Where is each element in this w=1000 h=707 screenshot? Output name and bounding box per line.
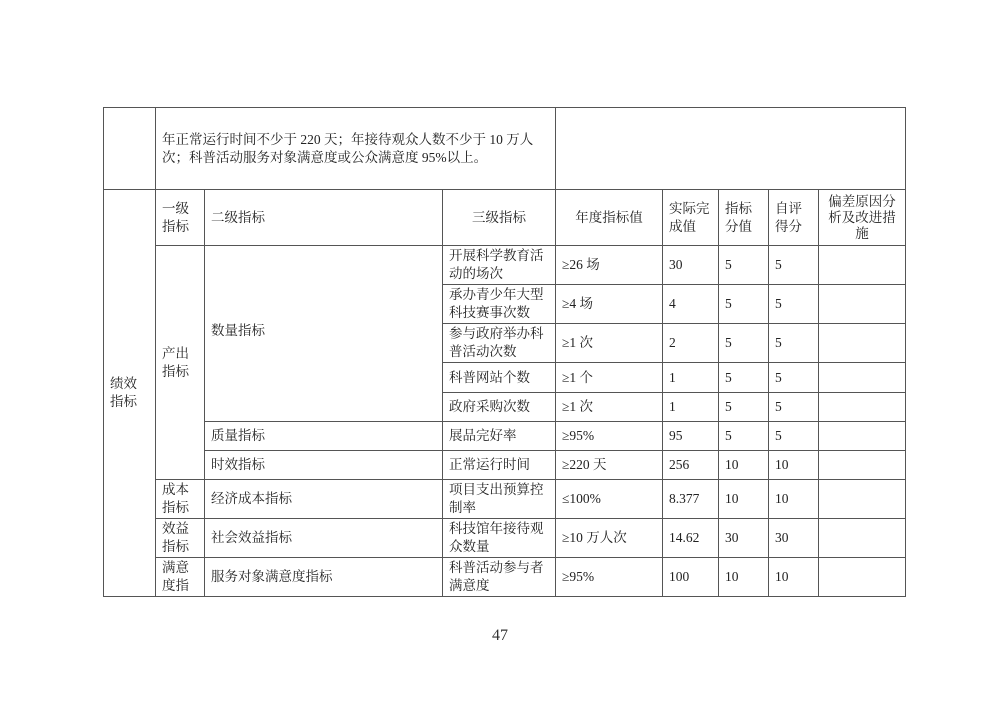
level1-benefit: 效益指标 <box>156 519 205 558</box>
table-row <box>104 558 906 597</box>
deviation-cell <box>819 285 906 324</box>
target-cell: ≤100% <box>556 480 663 519</box>
weight-cell: 5 <box>719 324 769 363</box>
level3-cell: 科技馆年接待观众数量 <box>443 519 556 558</box>
level3-cell: 政府采购次数 <box>443 393 556 422</box>
target-cell: ≥220 天 <box>556 451 663 480</box>
target-cell: ≥95% <box>556 422 663 451</box>
actual-cell: 14.62 <box>663 519 719 558</box>
performance-table <box>103 107 906 597</box>
deviation-cell <box>819 393 906 422</box>
weight-cell: 10 <box>719 480 769 519</box>
header-level3: 三级指标 <box>443 190 556 246</box>
level2-social-benefit: 社会效益指标 <box>205 519 443 558</box>
goal-text: 年正常运行时间不少于 220 天；年接待观众人数不少于 10 万人次；科普活动服务对象满意度或公众满意度 95%以上。 <box>156 108 556 190</box>
header-weight: 指标分值 <box>719 190 769 246</box>
actual-cell: 8.377 <box>663 480 719 519</box>
level3-cell: 开展科学教育活动的场次 <box>443 246 556 285</box>
header-row <box>104 190 906 246</box>
score-cell: 10 <box>769 451 819 480</box>
level3-cell: 承办青少年大型科技赛事次数 <box>443 285 556 324</box>
score-cell: 10 <box>769 480 819 519</box>
table-row <box>104 422 906 451</box>
level1-output: 产出指标 <box>156 246 205 480</box>
goal-row <box>104 108 906 190</box>
score-cell: 10 <box>769 558 819 597</box>
deviation-cell <box>819 363 906 393</box>
target-cell: ≥1 个 <box>556 363 663 393</box>
goal-row-label-cell <box>104 108 156 190</box>
deviation-cell <box>819 558 906 597</box>
level2-quantity: 数量指标 <box>205 246 443 422</box>
deviation-cell <box>819 480 906 519</box>
header-actual-value: 实际完成值 <box>663 190 719 246</box>
page-number: 47 <box>492 627 508 644</box>
goal-row-empty-cell <box>556 108 906 190</box>
level3-cell: 项目支出预算控制率 <box>443 480 556 519</box>
target-cell: ≥1 次 <box>556 324 663 363</box>
level2-service-satisfaction: 服务对象满意度指标 <box>205 558 443 597</box>
deviation-cell <box>819 451 906 480</box>
actual-cell: 256 <box>663 451 719 480</box>
actual-cell: 30 <box>663 246 719 285</box>
level3-cell: 参与政府举办科普活动次数 <box>443 324 556 363</box>
score-cell: 5 <box>769 285 819 324</box>
level1-satisfaction: 满意度指 <box>156 558 205 597</box>
header-level1: 一级指标 <box>156 190 205 246</box>
actual-cell: 100 <box>663 558 719 597</box>
level2-economic-cost: 经济成本指标 <box>205 480 443 519</box>
target-cell: ≥26 场 <box>556 246 663 285</box>
table-row <box>104 246 906 285</box>
header-level2: 二级指标 <box>205 190 443 246</box>
target-cell: ≥4 场 <box>556 285 663 324</box>
actual-cell: 2 <box>663 324 719 363</box>
score-cell: 5 <box>769 324 819 363</box>
table-row <box>104 480 906 519</box>
weight-cell: 30 <box>719 519 769 558</box>
deviation-cell <box>819 519 906 558</box>
level3-cell: 科普活动参与者满意度 <box>443 558 556 597</box>
actual-cell: 95 <box>663 422 719 451</box>
target-cell: ≥95% <box>556 558 663 597</box>
weight-cell: 5 <box>719 393 769 422</box>
weight-cell: 5 <box>719 422 769 451</box>
level3-cell: 正常运行时间 <box>443 451 556 480</box>
score-cell: 5 <box>769 246 819 285</box>
actual-cell: 4 <box>663 285 719 324</box>
score-cell: 30 <box>769 519 819 558</box>
deviation-cell <box>819 324 906 363</box>
section-label-text: 绩效指标 <box>110 376 137 409</box>
section-label <box>104 190 156 597</box>
table-row <box>104 451 906 480</box>
weight-cell: 5 <box>719 285 769 324</box>
header-self-score: 自评得分 <box>769 190 819 246</box>
target-cell: ≥1 次 <box>556 393 663 422</box>
level3-cell: 展品完好率 <box>443 422 556 451</box>
weight-cell: 5 <box>719 246 769 285</box>
header-deviation: 偏差原因分析及改进措施 <box>819 190 906 246</box>
weight-cell: 10 <box>719 558 769 597</box>
deviation-cell <box>819 422 906 451</box>
weight-cell: 5 <box>719 363 769 393</box>
level3-cell: 科普网站个数 <box>443 363 556 393</box>
actual-cell: 1 <box>663 363 719 393</box>
level1-cost: 成本指标 <box>156 480 205 519</box>
weight-cell: 10 <box>719 451 769 480</box>
target-cell: ≥10 万人次 <box>556 519 663 558</box>
header-annual-target: 年度指标值 <box>556 190 663 246</box>
score-cell: 5 <box>769 422 819 451</box>
deviation-cell <box>819 246 906 285</box>
actual-cell: 1 <box>663 393 719 422</box>
score-cell: 5 <box>769 393 819 422</box>
table-row <box>104 519 906 558</box>
level2-timeliness: 时效指标 <box>205 451 443 480</box>
level2-quality: 质量指标 <box>205 422 443 451</box>
score-cell: 5 <box>769 363 819 393</box>
